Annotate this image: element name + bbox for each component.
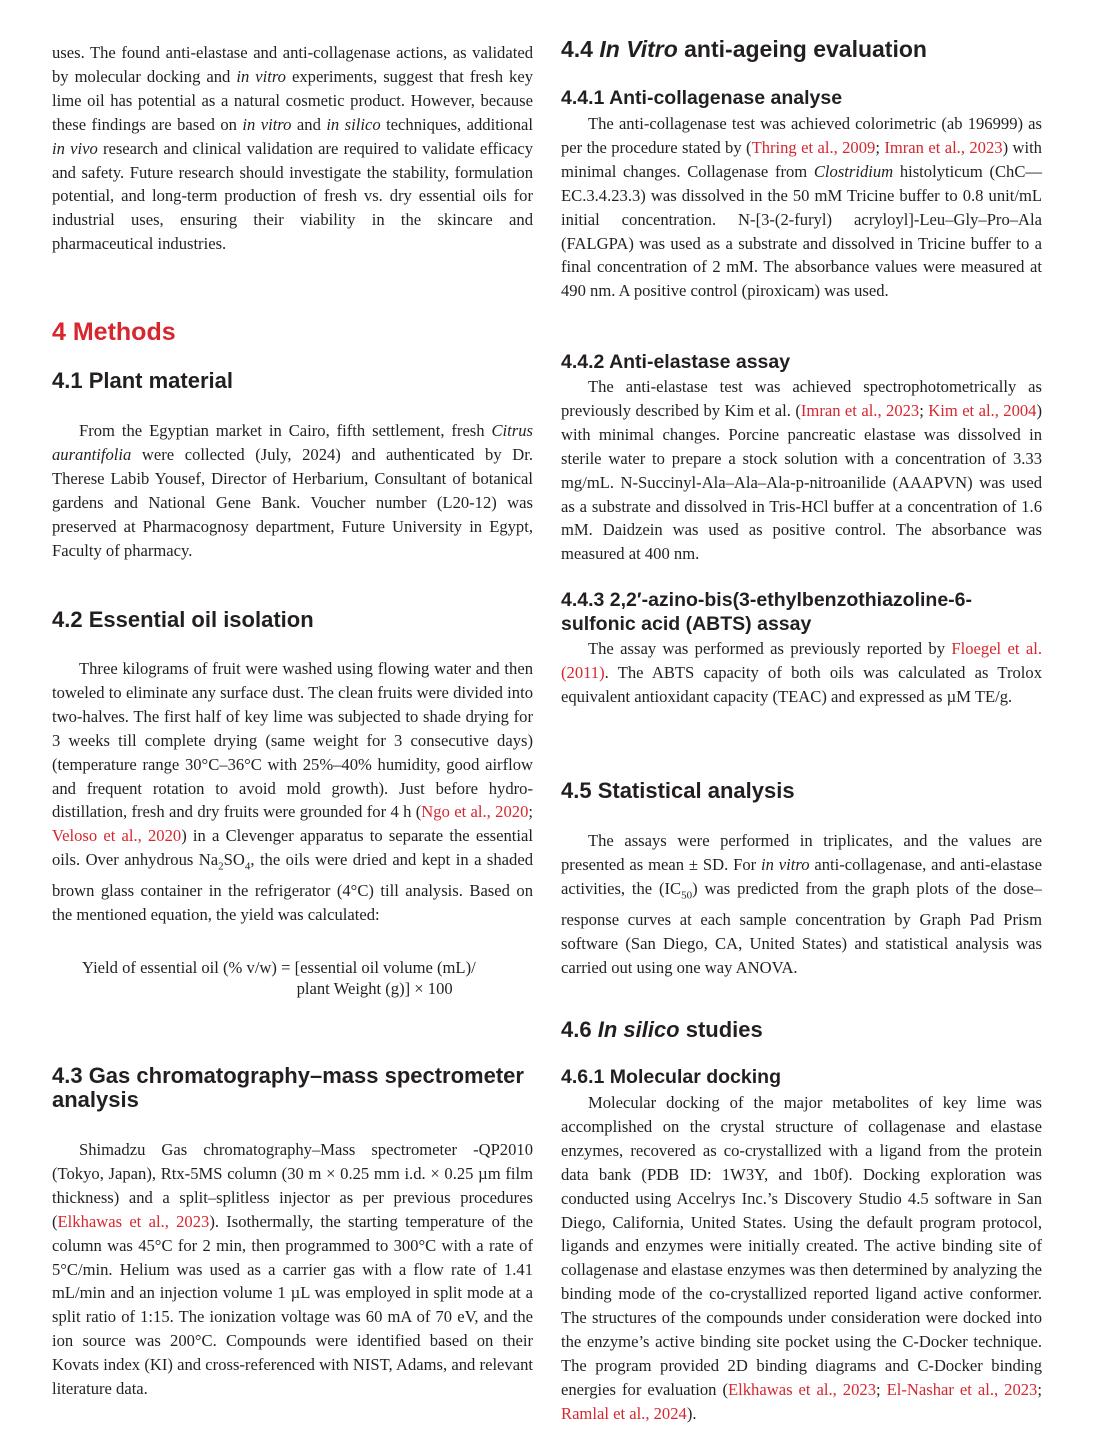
yield-equation <box>82 957 532 999</box>
text-run: studies <box>679 1017 763 1042</box>
italic-text: in vitro <box>761 854 810 874</box>
intro-paragraph <box>52 41 533 256</box>
text-run: ). Isothermally, the starting temperature of the column was 45°C for 2 min, then programmed to 300°C with a rate of 5°C/min. Helium was used as a carrier gas with a flow rate of 1.41 mL/min and an injection volume 1 µL was employed in split mode at a split ratio of 1:15. The ionization voltage was 60 mA of 70 eV, and the ion source was 200°C. Compounds were identified based on their Kovats index (KI) and cross-referenced with NIST, Adams, and relevant literature data. <box>52 1211 533 1399</box>
citation-link[interactable]: Elkhawas et al., 2023 <box>57 1211 210 1231</box>
section-heading-4-6 <box>561 1018 1042 1042</box>
italic-text: In Vitro <box>599 36 678 62</box>
citation-link[interactable]: Elkhawas et al., 2023 <box>728 1379 876 1399</box>
text-run: 4.6 <box>561 1017 598 1042</box>
italic-text: Citrus aurantifolia <box>52 421 533 464</box>
section-heading-4-6-1: 4.6.1 Molecular docking <box>561 1066 781 1088</box>
text-run: ; <box>875 137 885 157</box>
text-run: anti-collagenase, and anti-elastase activities, the (IC <box>561 854 1043 898</box>
paragraph <box>52 41 533 256</box>
italic-text: Clostridium <box>813 161 894 181</box>
text-run: The assays were performed in triplicates, and the values are presented as mean ± SD. For <box>561 831 1042 874</box>
paragraph-molecular-docking <box>561 1091 1042 1426</box>
citation-link[interactable]: Veloso et al., 2020 <box>52 826 182 846</box>
citation-link[interactable]: Kim et al., 2004 <box>928 400 1037 420</box>
text-run: and <box>291 114 327 134</box>
paragraph-anti-elastase <box>561 375 1042 566</box>
text-run: The anti-collagenase test was achieved colorimetric (ab 196999) as per the procedure stated by ( <box>561 114 1042 157</box>
paragraph-gc-ms <box>52 1138 533 1401</box>
section-heading-4-5: 4.5 Statistical analysis <box>561 778 795 803</box>
section-heading-4-4-3: 4.4.3 2,2′-azino-bis(3-ethylbenzothiazoline-6-sulfonic acid (ABTS) assay <box>561 589 972 635</box>
subscript: 50 <box>681 889 693 902</box>
text-run: ) with minimal changes. Porcine pancreatic elastase was dissolved in sterile water to prepare a stock solution with a concentration of 3.33 mg/mL. N-Succinyl-Ala–Ala–Ala-p-nitroanilide (AAAPVN) was used as a substrate and dissolved in Tris-HCl buffer at a concentration of 1.6 mM. Daidzein was used as positive control. The absorbance was measured at 400 nm. <box>561 400 1042 564</box>
section-heading-4-3: 4.3 Gas chromatography–mass spectrometer analysis <box>52 1063 524 1112</box>
paragraph-oil-isolation <box>52 657 533 927</box>
subscript: 2 <box>218 860 224 873</box>
text-run: Molecular docking of the major metabolites of key lime was accomplished on the crystal structure of collagenase and elastase enzymes, recovered as co-crystallized with a ligand from the protein data bank (PDB ID: 1W3Y, and 1b0f). Docking exploration was conducted using Accelrys Inc.’s Discovery Studio 4.5 software in San Diego, California, United States. Using the default program protocol, ligands and enzymes were initially created. The active binding site of collagenase and elastase enzymes was then determined by analyzing the binding mode of the co-crystallized reported ligand active conformer. The structures of the compounds under consideration were docked into the enzyme’s active binding site pocket using the C-Docker technique. The program provided 2D binding diagrams and C-Docker binding energies for evaluation ( <box>561 1093 1042 1399</box>
text-run: ) was predicted from the graph plots of the dose–response curves at each sample concentration by Graph Pad Prism software (San Diego, CA, United States) and statistical analysis was carried out using one way ANOVA. <box>561 878 1042 977</box>
italic-text: In silico <box>597 1017 680 1042</box>
text-run: ; <box>528 802 533 822</box>
section-heading-4-4 <box>561 37 1042 61</box>
text-run: The anti-elastase test was achieved spectrophotometrically as previously described by Kim et al. ( <box>561 377 1042 420</box>
paragraph-abts <box>561 637 1042 709</box>
italic-text: in vivo <box>52 138 98 158</box>
section-heading-4-2: 4.2 Essential oil isolation <box>52 607 314 632</box>
text-run: , the oils were dried and kept in a shaded brown glass container in the refrigerator (4°C) till analysis. Based on the mentioned equation, the yield was calculated: <box>52 850 533 925</box>
text-run: ; <box>876 1379 887 1399</box>
citation-link[interactable]: Imran et al., 2023 <box>884 137 1003 157</box>
subscript: 4 <box>244 860 251 873</box>
text-run: ) in a Clevenger apparatus to separate the essential oils. Over anhydrous Na <box>52 826 533 870</box>
equation-lhs: Yield of essential oil (% v/w) = <box>82 958 295 977</box>
citation-link[interactable]: Ramlal et al., 2024 <box>561 1403 687 1423</box>
text-run: techniques, additional <box>380 114 533 134</box>
text-run: histolyticum (ChC—EC.3.4.23.3) was dissolved in the 50 mM Tricine buffer to 0.8 unit/mL initial concentration. N-[3-(2-furyl) acryloyl]-Leu–Gly–Pro–Ala (FALGPA) was used as a substrate and dissolved in Tricine buffer to a final concentration of 2 mM. The absorbance values were measured at 490 nm. A positive control (piroxicam) was used. <box>561 161 1042 301</box>
italic-text: in vitro <box>242 114 292 134</box>
italic-text: in vitro <box>236 66 286 86</box>
text-run: were collected (July, 2024) and authenticated by Dr. Therese Labib Yousef, Director of Herbarium, Consultant of botanical gardens and National Gene Bank. Voucher number (L20-12) was preserved at Pharmacognosy department, Future University in Egypt, Faculty of pharmacy. <box>52 444 533 560</box>
section-heading-4-4-1: 4.4.1 Anti-collagenase analyse <box>561 87 843 109</box>
text-run: ; <box>1037 1379 1042 1399</box>
text-run: The assay was performed as previously reported by <box>588 639 952 658</box>
paragraph-anti-collagenase <box>561 112 1042 303</box>
text-run: From the Egyptian market in Cairo, fifth settlement, fresh <box>79 421 492 440</box>
equation-rhs-line2: plant Weight (g)] × 100 <box>296 979 453 998</box>
text-run: experiments, suggest that fresh key lime oil has potential as a natural cosmetic product. However, because these findings are based on <box>52 66 534 134</box>
text-run: research and clinical validation are required to validate efficacy and safety. Future research should investigate the stability, formulation potential, and long-term production of fresh vs. dry essential oils for industrial uses, ensuring their viability in the skincare and pharmaceutical industries. <box>52 138 533 254</box>
text-run: ; <box>919 400 929 420</box>
citation-link[interactable]: Thring et al., 2009 <box>751 137 876 157</box>
section-heading-4-1: 4.1 Plant material <box>52 368 233 393</box>
citation-link[interactable]: Ngo et al., 2020 <box>421 802 529 822</box>
section-heading-4-4-2: 4.4.2 Anti-elastase assay <box>561 351 791 373</box>
section-heading-methods: 4 Methods <box>52 318 176 346</box>
citation-link[interactable]: Imran et al., 2023 <box>800 400 920 420</box>
text-run: uses. The found anti-elastase and anti-collagenase actions, as validated by molecular docking and <box>52 43 533 86</box>
paragraph-statistics <box>561 829 1042 980</box>
text-run: Shimadzu Gas chromatography–Mass spectrometer -QP2010 (Tokyo, Japan), Rtx-5MS column (30 m × 0.25 mm i.d. × 0.25 µm film thickness) and a split–splitless injector as per previous procedures ( <box>52 1140 533 1231</box>
text-run: ). <box>686 1403 697 1423</box>
paragraph-plant-material <box>52 419 533 562</box>
italic-text: in silico <box>326 114 381 134</box>
citation-link[interactable]: El-Nashar et al., 2023 <box>886 1379 1038 1399</box>
text-run: SO <box>223 850 245 870</box>
citation-link[interactable]: Floegel et al. (2011) <box>561 639 1043 682</box>
text-run: Three kilograms of fruit were washed using flowing water and then toweled to eliminate any surface dust. The clean fruits were divided into two-halves. The first half of key lime was subjected to shade drying for 3 weeks till complete drying (same weight for 3 consecutive days) (temperature range 30°C–36°C with 25%–40% humidity, good airflow and frequent rotation to avoid mold growth). Just before hydro-distillation, fresh and dry fruits were grounded for 4 h ( <box>52 659 533 822</box>
text-run: anti-ageing evaluation <box>677 36 927 62</box>
equation-rhs-line1: [essential oil volume (mL)/ <box>294 958 476 977</box>
text-run: 4.4 <box>561 36 600 62</box>
text-run: ) with minimal changes. Collagenase from <box>561 137 1042 181</box>
text-run: . The ABTS capacity of both oils was calculated as Trolox equivalent antioxidant capacity (TEAC) and expressed as µM TE/g. <box>561 662 1042 706</box>
